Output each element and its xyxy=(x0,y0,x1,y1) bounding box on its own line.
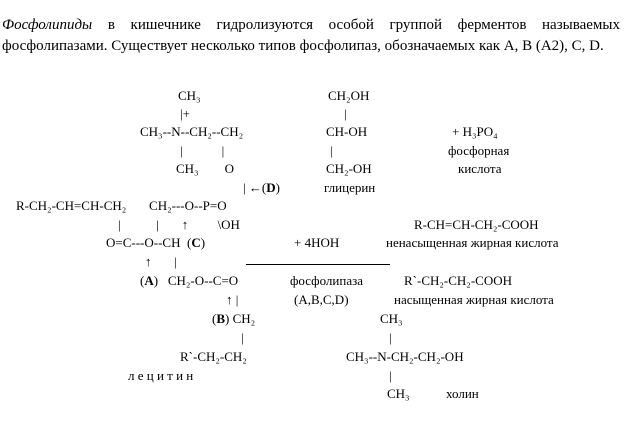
lecithin-line-3: CH₃--N--CH₂--CH₂ xyxy=(140,124,244,139)
unsat-acid-formula: R-CH=CH-CH₂-COOH xyxy=(414,217,539,232)
enzyme-a-open: ( xyxy=(140,273,145,288)
glycerol-line-1: CH₂OH xyxy=(328,88,370,103)
intro-term: Фосфолипиды xyxy=(2,17,93,33)
choline-line-2: | xyxy=(389,330,392,345)
enzyme-d-close: ) xyxy=(275,180,280,195)
sat-acid-name: насыщенная жирная кислота xyxy=(394,292,554,307)
lecithin-line-10: ↑ | xyxy=(145,254,177,269)
glycerol-line-2: | xyxy=(344,106,347,121)
sat-acid-formula: R`-CH₂-CH₂-COOH xyxy=(404,273,513,288)
enzyme-name: фосфолипаза xyxy=(290,273,364,288)
reaction-line xyxy=(246,264,390,265)
enzyme-b-label: B xyxy=(216,311,226,326)
lecithin-line-6 xyxy=(243,180,280,195)
enzyme-a-close: ) xyxy=(153,273,159,288)
phosphoric-formula: + H₃PO₄ xyxy=(452,124,498,139)
intro-paragraph xyxy=(2,15,620,57)
enzyme-types: (A,B,C,D) xyxy=(294,292,349,307)
lecithin-line-13 xyxy=(212,311,255,326)
lecithin-line-11 xyxy=(140,273,238,288)
glycerol-name: глицерин xyxy=(324,180,376,195)
enzyme-a-label: A xyxy=(144,273,154,288)
lecithin-line-7: R-CH₂-CH=CH-CH₂ CH₂---O--P=O xyxy=(16,198,227,213)
enzyme-b-open: ( xyxy=(212,311,217,326)
unsat-acid-name: ненасыщенная жирная кислота xyxy=(386,235,559,250)
lecithin-line-2: |+ xyxy=(180,106,190,121)
choline-line-3: CH₃--N-CH₂-CH₂-OH xyxy=(346,349,464,364)
intro-text: в кишечнике гидролизуются особой группой ферментов называемых фосфолипазами. Существует несколько типов фосфолипаз, обозначаемых как A, B (A2), C, D. xyxy=(2,17,620,54)
enzyme-d-label: D xyxy=(266,180,276,195)
enzyme-c-label: C xyxy=(191,235,201,250)
lecithin-line-12: ↑ | xyxy=(226,292,239,307)
choline-line-4: | xyxy=(389,368,392,383)
water-reagent: + 4HOH xyxy=(294,235,340,250)
glycerol-line-5: CH₂-OH xyxy=(326,161,372,176)
enzyme-c-close: ) xyxy=(200,235,206,250)
lecithin-line-8: | | ↑ \OH xyxy=(118,217,240,232)
lecithin-line-14: | xyxy=(241,330,244,345)
lecithin-ester-c: O=C---O--CH ( xyxy=(106,235,192,250)
glycerol-line-4: | xyxy=(330,143,333,158)
choline-line-5: CH₃ xyxy=(387,386,410,401)
lecithin-line-1: CH₃ xyxy=(178,88,201,103)
glycerol-line-3: CH-OH xyxy=(326,124,368,139)
lecithin-ch2: CH₂ xyxy=(229,311,256,326)
enzyme-b-close: ) xyxy=(225,311,230,326)
lecithin-line-15: R`-CH₂-CH₂ xyxy=(180,349,247,364)
lecithin-line-5: CH₃ O xyxy=(176,161,234,176)
lecithin-line-4: | | xyxy=(180,143,225,158)
phosphoric-name-2: кислота xyxy=(458,161,502,176)
lecithin-name: л е ц и т и н xyxy=(128,368,194,383)
choline-line-1: CH₃ xyxy=(380,311,403,326)
lecithin-line-9 xyxy=(106,235,205,250)
choline-name: холин xyxy=(446,386,479,401)
lecithin-ester-a: CH₂-O--C=O xyxy=(167,273,239,288)
enzyme-d-arrow: | ←( xyxy=(243,180,267,195)
phosphoric-name-1: фосфорная xyxy=(448,143,510,158)
